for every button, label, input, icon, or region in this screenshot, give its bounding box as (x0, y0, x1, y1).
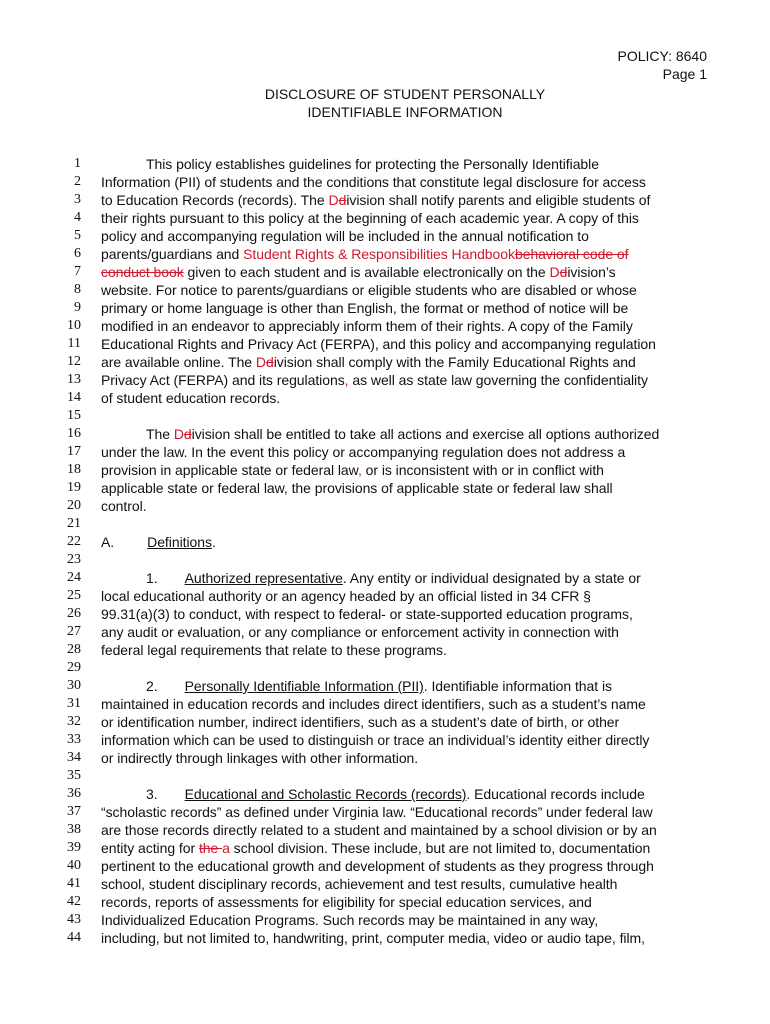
deleted-text: d (559, 264, 568, 280)
line-text (101, 425, 659, 443)
document-line (0, 353, 770, 371)
text-run: 1. (146, 570, 158, 586)
text-run: Information (PII) of students and the conditions that constitute legal disclosure for access (101, 174, 646, 190)
line-number: 20 (67, 498, 81, 513)
line-text (101, 641, 447, 659)
document-line (0, 893, 770, 911)
text-run: A. (101, 534, 115, 550)
document-line (0, 155, 770, 173)
line-number: 25 (67, 588, 81, 603)
document-line (0, 191, 770, 209)
text-run: control. (101, 498, 147, 514)
line-number: 37 (67, 804, 81, 819)
line-text (101, 389, 280, 407)
line-text (101, 929, 645, 947)
document-line (0, 407, 770, 425)
line-number: 31 (67, 696, 81, 711)
defined-term: Definitions (147, 534, 212, 550)
line-number: 11 (67, 336, 81, 351)
document-line (0, 317, 770, 335)
line-text (101, 785, 645, 803)
document-line (0, 641, 770, 659)
text-run: pertinent to the educational growth and development of students as they progress through (101, 858, 654, 874)
line-number: 30 (67, 678, 81, 693)
line-number: 2 (74, 174, 81, 189)
line-number: 16 (67, 426, 81, 441)
line-text (101, 533, 216, 551)
text-run: primary or home language is other than English, the format or method of notice will be (101, 300, 629, 316)
text-run: website. For notice to parents/guardians or eligible students who are disabled or whose (101, 282, 637, 298)
document-line (0, 731, 770, 749)
line-text (101, 605, 633, 623)
text-run: or identification number, indirect identifiers, such as a student’s date of birth, or other (101, 714, 620, 730)
text-run: This policy establishes guidelines for protecting the Personally Identifiable (146, 156, 599, 172)
line-number: 13 (67, 372, 81, 387)
line-number: 41 (67, 876, 81, 891)
text-run: “scholastic records” as defined under Virginia law. “Educational records” under federal law (101, 804, 653, 820)
line-number: 1 (74, 156, 81, 171)
line-number: 27 (67, 624, 81, 639)
deleted-text: d (338, 192, 347, 208)
text-run: ivision shall comply with the Family Educational Rights and (273, 354, 636, 370)
text-run: federal legal requirements that relate to these programs. (101, 642, 447, 658)
text-run: or is inconsistent with or in conflict with (361, 462, 604, 478)
line-number: 28 (67, 642, 81, 657)
line-number: 6 (74, 246, 81, 261)
text-run: ivision shall notify parents and eligible students of (346, 192, 651, 208)
line-number: 15 (67, 408, 81, 423)
document-line (0, 227, 770, 245)
line-number: 22 (67, 534, 81, 549)
line-text (101, 227, 589, 245)
line-number: 17 (67, 444, 81, 459)
deleted-text: the (198, 840, 223, 856)
document-line (0, 587, 770, 605)
text-run: . Any entity or individual designated by a state or (342, 570, 641, 586)
line-number: 21 (67, 516, 81, 531)
line-text (101, 209, 639, 227)
text-run: to Education Records (records). The (101, 192, 329, 208)
document-line (0, 677, 770, 695)
defined-term: Personally Identifiable Information (PII) (184, 678, 424, 694)
inserted-text: a (222, 840, 230, 856)
inserted-text: D (549, 264, 560, 280)
line-number: 32 (67, 714, 81, 729)
line-number: 36 (67, 786, 81, 801)
document-line (0, 785, 770, 803)
text-run: as well as state law governing the confidentiality (348, 372, 648, 388)
line-text (101, 317, 633, 335)
page-number: Page 1 (662, 66, 707, 82)
line-text (101, 731, 649, 749)
line-number: 34 (67, 750, 81, 765)
deleted-text: d (265, 354, 274, 370)
text-run: maintained in education records and includes direct identifiers, such as a student’s name (101, 696, 646, 712)
document-line (0, 335, 770, 353)
deleted-text: d (183, 426, 192, 442)
line-text (101, 677, 612, 695)
document-line (0, 425, 770, 443)
line-text (101, 857, 654, 875)
line-text (101, 587, 591, 605)
text-run: policy and accompanying regulation will be included in the annual notification to (101, 228, 589, 244)
line-text (101, 155, 599, 173)
document-line (0, 263, 770, 281)
text-run: . (211, 534, 216, 550)
line-text (101, 245, 628, 263)
document-line (0, 389, 770, 407)
text-run: 2. (146, 678, 158, 694)
line-text (101, 875, 617, 893)
line-text (101, 479, 613, 497)
document-line (0, 479, 770, 497)
text-run: local educational authority or an agency headed by an official listed in 34 CFR § (101, 588, 591, 604)
text-run: Individualized Education Programs. Such records may be maintained in any way, (101, 912, 599, 928)
text-run: any audit or evaluation, or any compliance or enforcement activity in connection with (101, 624, 619, 640)
line-number: 12 (67, 354, 81, 369)
document-line (0, 713, 770, 731)
text-run: The (146, 426, 174, 442)
text-run: . Educational records include (466, 786, 645, 802)
defined-term: Educational and Scholastic Records (records) (184, 786, 467, 802)
line-text (101, 803, 653, 821)
defined-term: Authorized representative (184, 570, 343, 586)
document-title-line-2: IDENTIFIABLE INFORMATION (307, 104, 503, 120)
document-line (0, 515, 770, 533)
line-number: 23 (67, 552, 81, 567)
inserted-text: , (357, 462, 362, 478)
line-text (101, 443, 625, 461)
document-line (0, 299, 770, 317)
text-run: ivision shall be entitled to take all actions and exercise all options authorized (191, 426, 660, 442)
line-text (101, 623, 619, 641)
text-run: 99.31(a)(3) to conduct, with respect to federal- or state-supported education programs, (101, 606, 633, 622)
document-line (0, 821, 770, 839)
line-text (101, 461, 604, 479)
line-number: 43 (67, 912, 81, 927)
document-line (0, 839, 770, 857)
text-run: school, student disciplinary records, achievement and test results, cumulative health (101, 876, 618, 892)
line-text (101, 299, 628, 317)
line-number: 14 (67, 390, 81, 405)
document-line (0, 497, 770, 515)
document-line (0, 443, 770, 461)
line-number: 42 (67, 894, 81, 909)
document-line (0, 245, 770, 263)
line-number: 10 (67, 318, 81, 333)
text-run: their rights pursuant to this policy at the beginning of each academic year. A copy of this (101, 210, 639, 226)
line-number: 24 (67, 570, 81, 585)
document-line (0, 371, 770, 389)
line-text (101, 749, 418, 767)
text-run: ivision’s (567, 264, 616, 280)
line-number: 8 (74, 282, 81, 297)
line-number: 9 (74, 300, 81, 315)
document-line (0, 281, 770, 299)
document-line (0, 911, 770, 929)
text-run: given to each student and is available electronically on the (183, 264, 550, 280)
line-text (101, 569, 641, 587)
text-run: Privacy Act (FERPA) and its regulations (101, 372, 345, 388)
inserted-text: D (173, 426, 184, 442)
text-run: school division. These include, but are not limited to, documentation (229, 840, 651, 856)
document-line (0, 659, 770, 677)
document-title-line-1: DISCLOSURE OF STUDENT PERSONALLY (264, 86, 546, 102)
line-number: 26 (67, 606, 81, 621)
line-number: 7 (74, 264, 81, 279)
document-line (0, 461, 770, 479)
inserted-text: , (344, 372, 349, 388)
document-line (0, 749, 770, 767)
line-text (101, 839, 650, 857)
line-number: 38 (67, 822, 81, 837)
line-number: 33 (67, 732, 81, 747)
document-line (0, 569, 770, 587)
text-run: of student education records. (101, 390, 281, 406)
line-text (101, 497, 147, 515)
document-line (0, 875, 770, 893)
text-run: under the law. In the event this policy or accompanying regulation does not address a (101, 444, 626, 460)
text-run: Educational Rights and Privacy Act (FERPA), and this policy and accompanying regulation (101, 336, 656, 352)
document-line (0, 605, 770, 623)
inserted-text: D (328, 192, 339, 208)
document-line (0, 551, 770, 569)
inserted-text: D (255, 354, 266, 370)
line-text (101, 821, 657, 839)
document-line (0, 209, 770, 227)
line-text (101, 191, 650, 209)
line-number: 5 (74, 228, 81, 243)
line-number: 29 (67, 660, 81, 675)
text-run: records, reports of assessments for eligibility for special education services, and (101, 894, 592, 910)
line-number: 44 (67, 930, 81, 945)
line-number: 35 (67, 768, 81, 783)
line-text (101, 173, 646, 191)
text-run: are those records directly related to a student and maintained by a school division or by an (101, 822, 657, 838)
line-number: 40 (67, 858, 81, 873)
line-text (101, 371, 648, 389)
document-line (0, 533, 770, 551)
document-line (0, 623, 770, 641)
line-text (101, 695, 646, 713)
line-number: 19 (67, 480, 81, 495)
document-line (0, 767, 770, 785)
document-line (0, 929, 770, 947)
text-run: or indirectly through linkages with other information. (101, 750, 419, 766)
line-number: 18 (67, 462, 81, 477)
document-line (0, 803, 770, 821)
inserted-text: Student Rights & Responsibilities Handbook (243, 246, 515, 262)
deleted-text: behavioral code of (514, 246, 629, 262)
line-number: 3 (74, 192, 81, 207)
line-text (101, 335, 656, 353)
document-line (0, 695, 770, 713)
line-text (101, 263, 616, 281)
line-number: 4 (74, 210, 81, 225)
text-run: entity acting for (101, 840, 199, 856)
text-run: modified in an endeavor to appreciably inform them of their rights. A copy of the Family (101, 318, 633, 334)
text-run: . Identifiable information that is (423, 678, 612, 694)
line-text (101, 893, 592, 911)
line-number: 39 (67, 840, 81, 855)
document-line (0, 857, 770, 875)
line-text (101, 353, 636, 371)
line-text (101, 713, 619, 731)
text-run: applicable state or federal law, the provisions of applicable state or federal law shall (101, 480, 613, 496)
text-run: are available online. The (101, 354, 256, 370)
text-run: information which can be used to distinguish or trace an individual’s identity either directly (101, 732, 650, 748)
line-text (101, 911, 598, 929)
text-run: 3. (146, 786, 158, 802)
line-text (101, 281, 637, 299)
policy-number: POLICY: 8640 (617, 48, 707, 64)
text-run: including, but not limited to, handwriting, print, computer media, video or audio tape, film, (101, 930, 645, 946)
text-run: provision in applicable state or federal law (101, 462, 358, 478)
text-run: parents/guardians and (101, 246, 244, 262)
deleted-text: conduct book (101, 264, 184, 280)
document-line (0, 173, 770, 191)
